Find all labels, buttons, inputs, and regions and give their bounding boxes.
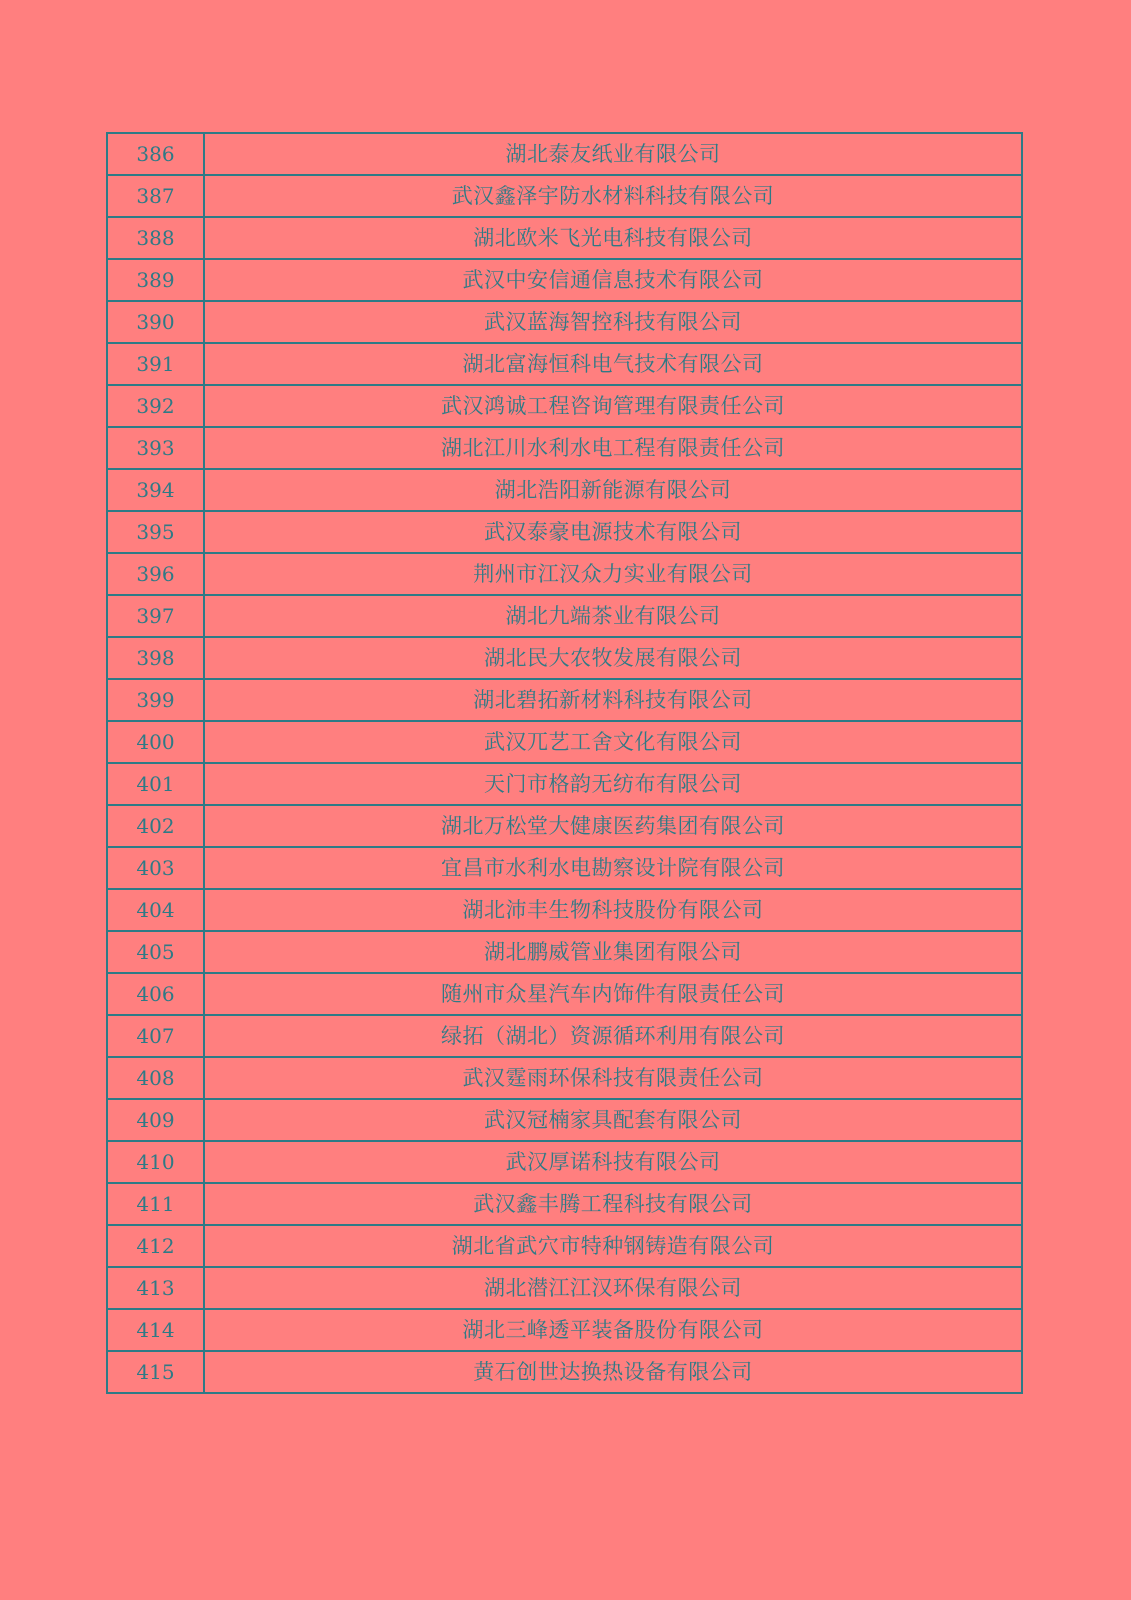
company-name-cell: 武汉鸿诚工程咨询管理有限责任公司	[204, 385, 1022, 427]
company-name-cell: 湖北泰友纸业有限公司	[204, 133, 1022, 175]
company-name-cell: 湖北江川水利水电工程有限责任公司	[204, 427, 1022, 469]
row-number-cell: 398	[107, 637, 204, 679]
document-page	[106, 132, 1023, 1394]
table-row	[107, 637, 1022, 679]
table-row	[107, 1309, 1022, 1351]
row-number-cell: 413	[107, 1267, 204, 1309]
company-name-cell: 湖北碧拓新材料科技有限公司	[204, 679, 1022, 721]
table-row	[107, 973, 1022, 1015]
company-name-cell: 黄石创世达换热设备有限公司	[204, 1351, 1022, 1393]
company-name-cell: 绿拓（湖北）资源循环利用有限公司	[204, 1015, 1022, 1057]
company-name-cell: 随州市众星汽车内饰件有限责任公司	[204, 973, 1022, 1015]
table-row	[107, 931, 1022, 973]
table-row	[107, 259, 1022, 301]
table-row	[107, 847, 1022, 889]
table-row	[107, 1141, 1022, 1183]
company-name-cell: 湖北沛丰生物科技股份有限公司	[204, 889, 1022, 931]
table-row	[107, 805, 1022, 847]
company-name-cell: 湖北民大农牧发展有限公司	[204, 637, 1022, 679]
row-number-cell: 400	[107, 721, 204, 763]
table-row	[107, 427, 1022, 469]
table-row	[107, 469, 1022, 511]
row-number-cell: 410	[107, 1141, 204, 1183]
table-row	[107, 511, 1022, 553]
table-row	[107, 1267, 1022, 1309]
row-number-cell: 405	[107, 931, 204, 973]
company-list-table	[106, 132, 1023, 1394]
company-name-cell: 湖北鹏威管业集团有限公司	[204, 931, 1022, 973]
company-name-cell: 荆州市江汉众力实业有限公司	[204, 553, 1022, 595]
row-number-cell: 390	[107, 301, 204, 343]
company-name-cell: 湖北省武穴市特种钢铸造有限公司	[204, 1225, 1022, 1267]
row-number-cell: 402	[107, 805, 204, 847]
row-number-cell: 403	[107, 847, 204, 889]
company-name-cell: 武汉中安信通信息技术有限公司	[204, 259, 1022, 301]
table-row	[107, 763, 1022, 805]
table-row	[107, 343, 1022, 385]
company-name-cell: 湖北万松堂大健康医药集团有限公司	[204, 805, 1022, 847]
row-number-cell: 397	[107, 595, 204, 637]
table-row	[107, 679, 1022, 721]
row-number-cell: 407	[107, 1015, 204, 1057]
table-row	[107, 595, 1022, 637]
company-name-cell: 湖北潜江江汉环保有限公司	[204, 1267, 1022, 1309]
company-name-cell: 湖北三峰透平装备股份有限公司	[204, 1309, 1022, 1351]
row-number-cell: 406	[107, 973, 204, 1015]
table-row	[107, 133, 1022, 175]
company-name-cell: 武汉兀艺工舍文化有限公司	[204, 721, 1022, 763]
company-name-cell: 武汉鑫泽宇防水材料科技有限公司	[204, 175, 1022, 217]
row-number-cell: 391	[107, 343, 204, 385]
row-number-cell: 396	[107, 553, 204, 595]
row-number-cell: 415	[107, 1351, 204, 1393]
company-name-cell: 武汉霆雨环保科技有限责任公司	[204, 1057, 1022, 1099]
table-row	[107, 1225, 1022, 1267]
table-row	[107, 889, 1022, 931]
table-row	[107, 553, 1022, 595]
row-number-cell: 387	[107, 175, 204, 217]
company-name-cell: 天门市格韵无纺布有限公司	[204, 763, 1022, 805]
row-number-cell: 393	[107, 427, 204, 469]
row-number-cell: 399	[107, 679, 204, 721]
row-number-cell: 389	[107, 259, 204, 301]
row-number-cell: 404	[107, 889, 204, 931]
company-name-cell: 武汉厚诺科技有限公司	[204, 1141, 1022, 1183]
company-name-cell: 宜昌市水利水电勘察设计院有限公司	[204, 847, 1022, 889]
company-name-cell: 武汉冠楠家具配套有限公司	[204, 1099, 1022, 1141]
company-name-cell: 湖北浩阳新能源有限公司	[204, 469, 1022, 511]
row-number-cell: 394	[107, 469, 204, 511]
company-name-cell: 武汉鑫丰腾工程科技有限公司	[204, 1183, 1022, 1225]
table-row	[107, 721, 1022, 763]
row-number-cell: 386	[107, 133, 204, 175]
row-number-cell: 392	[107, 385, 204, 427]
row-number-cell: 401	[107, 763, 204, 805]
company-name-cell: 湖北富海恒科电气技术有限公司	[204, 343, 1022, 385]
table-row	[107, 1057, 1022, 1099]
table-row	[107, 1183, 1022, 1225]
company-name-cell: 湖北欧米飞光电科技有限公司	[204, 217, 1022, 259]
row-number-cell: 395	[107, 511, 204, 553]
table-row	[107, 1015, 1022, 1057]
table-row	[107, 217, 1022, 259]
table-row	[107, 175, 1022, 217]
table-row	[107, 385, 1022, 427]
row-number-cell: 411	[107, 1183, 204, 1225]
company-name-cell: 武汉泰豪电源技术有限公司	[204, 511, 1022, 553]
table-row	[107, 1099, 1022, 1141]
row-number-cell: 408	[107, 1057, 204, 1099]
table-row	[107, 1351, 1022, 1393]
company-name-cell: 湖北九端茶业有限公司	[204, 595, 1022, 637]
row-number-cell: 414	[107, 1309, 204, 1351]
row-number-cell: 409	[107, 1099, 204, 1141]
table-body	[107, 133, 1022, 1393]
row-number-cell: 412	[107, 1225, 204, 1267]
table-row	[107, 301, 1022, 343]
row-number-cell: 388	[107, 217, 204, 259]
company-name-cell: 武汉蓝海智控科技有限公司	[204, 301, 1022, 343]
